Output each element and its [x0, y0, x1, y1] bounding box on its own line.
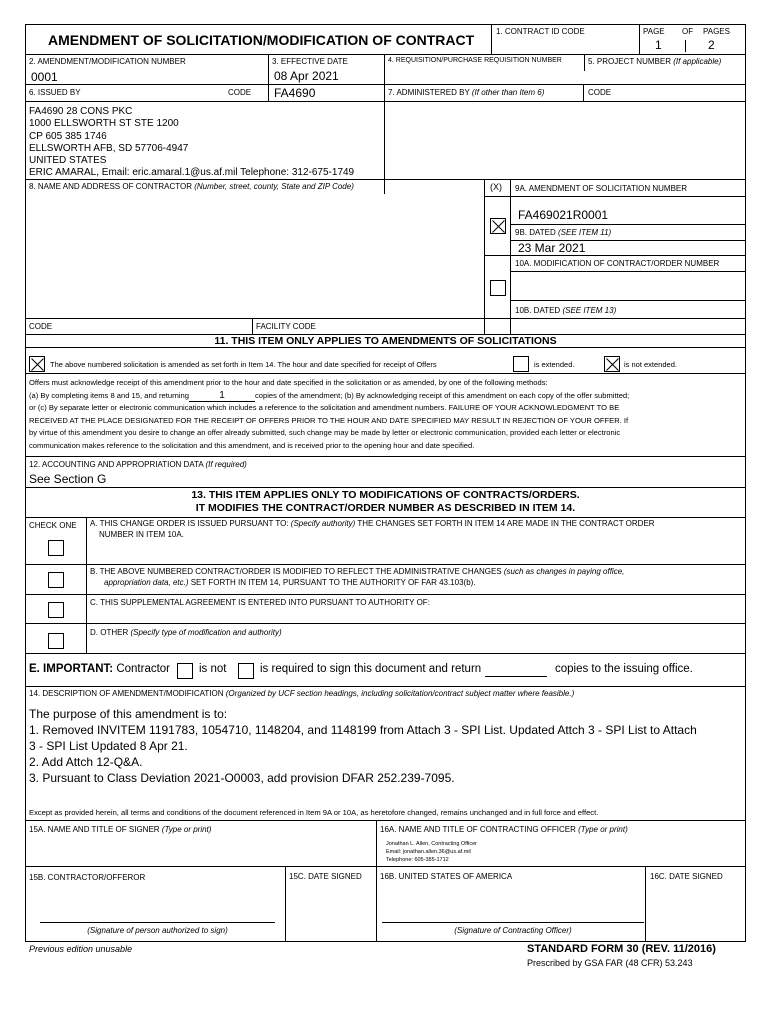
check-one-label: CHECK ONE: [29, 521, 77, 530]
x-column-label: (X): [490, 182, 502, 192]
section-11-line1: The above numbered solicitation is amended as set forth in Item 14. The hour and date specified for receipt of Offers: [50, 360, 437, 369]
of-label: OF: [682, 27, 694, 36]
prescribed-by: Prescribed by GSA FAR (48 CFR) 53.243: [527, 958, 693, 968]
administered-by-label: 7. ADMINISTERED BY (If other than Item 6): [388, 88, 545, 97]
item-13b-checkbox[interactable]: [48, 572, 64, 588]
signature-person-label: (Signature of person authorized to sign): [87, 926, 228, 935]
item-9b-label: 9B. DATED (SEE ITEM 11): [515, 228, 612, 237]
contract-id-label: 1. CONTRACT ID CODE: [496, 27, 585, 36]
item-9a-label: 9A. AMENDMENT OF SOLICITATION NUMBER: [515, 184, 688, 193]
item-12-label: 12. ACCOUNTING AND APPROPRIATION DATA (If required): [29, 460, 247, 469]
issued-by-label: 6. ISSUED BY: [29, 88, 81, 97]
issued-code-label: CODE: [228, 88, 252, 97]
requisition-label: 4. REQUISITION/PURCHASE REQUISITION NUMBER: [388, 57, 562, 64]
item-13a-checkbox[interactable]: [48, 540, 64, 556]
item-12-value: See Section G: [29, 472, 107, 486]
item-9a-value: FA469021R0001: [518, 208, 609, 222]
form-title: AMENDMENT OF SOLICITATION/MODIFICATION OF CONTRACT: [48, 32, 475, 48]
item-14-label: 14. DESCRIPTION OF AMENDMENT/MODIFICATION (Organized by UCF section headings, including solicitation/contract subject matter where feasible.): [29, 689, 575, 698]
issued-code-value: FA4690: [274, 86, 316, 100]
signature-officer-label: (Signature of Contracting Officer): [454, 926, 572, 935]
copies-returned: 1: [189, 391, 255, 402]
item-13c-checkbox[interactable]: [48, 602, 64, 618]
item-10a-checkbox[interactable]: [490, 280, 506, 296]
item-13b-text: B. THE ABOVE NUMBERED CONTRACT/ORDER IS MODIFIED TO REFLECT THE ADMINISTRATIVE CHANGES (such as changes in paying office, appropriation data, etc.) SET FORTH IN ITEM 14, PURSUANT TO THE AUTHORITY OF FAR 43.103(b).: [90, 567, 625, 587]
pages-label: PAGES: [703, 27, 730, 36]
item-10b-label: 10B. DATED (SEE ITEM 13): [515, 306, 617, 315]
item-16b-label: 16B. UNITED STATES OF AMERICA: [380, 872, 513, 881]
code-bottom-label: CODE: [29, 322, 53, 331]
project-number-label: 5. PROJECT NUMBER (If applicable): [588, 57, 722, 66]
acknowledgment-text: Offers must acknowledge receipt of this amendment prior to the hour and date specified in the solicitation or as amended, by one of the following methods: (a) By completing items 8 and 15, and returning 1 copies of the amendment; (b) By acknowledging receipt of this amendment on each copy of the offer submitted; or (c) By separate letter or electronic communication which includes a reference to the solicitation and amendment numbers. FAILURE OF YOUR ACKNOWLEDGMENT TO BE RECEIVED AT THE PLACE DESIGNATED FOR THE RECEIPT OF OFFERS PRIOR TO THE HOUR AND DATE SPECIFIED MAY RESULT IN REJECTION OF YOUR OFFER. If by virtue of this amendment you desire to change an offer already submitted, such change may be made by letter or electronic communication, provided each letter or electronic communication makes reference to the solicitation and this amendment, and is received prior to the opening hour and date specified.: [29, 378, 630, 450]
item-9a-checkbox[interactable]: [490, 218, 506, 234]
is-not-checkbox[interactable]: [177, 663, 193, 679]
item-15a-label: 15A. NAME AND TITLE OF SIGNER (Type or print): [29, 825, 212, 834]
total-pages: 2: [708, 38, 715, 52]
item-16c-label: 16C. DATE SIGNED: [650, 872, 723, 881]
item-16a-label: 16A. NAME AND TITLE OF CONTRACTING OFFICER (Type or print): [380, 825, 628, 834]
facility-code-label: FACILITY CODE: [256, 322, 316, 331]
item-15c-label: 15C. DATE SIGNED: [289, 872, 362, 881]
except-text: Except as provided herein, all terms and conditions of the document referenced in Item 9A or 10A, as heretofore changed, remains unchanged and in full force and effect.: [29, 808, 599, 817]
effective-date-value: 08 Apr 2021: [274, 69, 339, 83]
amendment-number-label: 2. AMENDMENT/MODIFICATION NUMBER: [29, 57, 186, 66]
important-row: E. IMPORTANT: Contractor: [29, 663, 171, 675]
item-13d-text: D. OTHER (Specify type of modification and authority): [90, 628, 282, 637]
is-extended-label: is extended.: [534, 360, 575, 369]
is-extended-checkbox[interactable]: [513, 356, 529, 372]
description-text: The purpose of this amendment is to: 1. Removed INVITEM 1191783, 1054710, 1148204, and 1148199 from Attach 3 - SPI List. Updated Attch 3 - SPI List to Attach 3 - SPI List Updated 8 Apr 21. 2. Add Attch 12-Q&A. 3. Pursuant to Class Deviation 2021-O0003, add provision DFAR 252.239-7095.: [29, 707, 697, 785]
item-13c-text: C. THIS SUPPLEMENTAL AGREEMENT IS ENTERED INTO PURSUANT TO AUTHORITY OF:: [90, 598, 430, 607]
contracting-officer-info: Jonathan L. Allen, Contracting Officer Email: jonathan.allen.36@us.af.mil Telephone: 605-385-1712: [386, 841, 478, 863]
is-required-label: is required to sign this document and return: [260, 663, 482, 675]
contractor-label: 8. NAME AND ADDRESS OF CONTRACTOR (Number, street, county, State and ZIP Code): [29, 182, 354, 191]
not-extended-checkbox[interactable]: [604, 356, 620, 372]
amendment-number-value: 0001: [31, 70, 58, 84]
item-10a-label: 10A. MODIFICATION OF CONTRACT/ORDER NUMBER: [515, 259, 720, 268]
item-9b-value: 23 Mar 2021: [518, 241, 586, 255]
is-not-label: is not: [199, 663, 227, 675]
section-13-title: 13. THIS ITEM APPLIES ONLY TO MODIFICATIONS OF CONTRACTS/ORDERS. IT MODIFIES THE CONTRACT/ORDER NUMBER AS DESCRIBED IN ITEM 14.: [191, 489, 580, 514]
is-required-checkbox[interactable]: [238, 663, 254, 679]
solicitation-amended-checkbox[interactable]: [29, 356, 45, 372]
standard-form-number: STANDARD FORM 30 (REV. 11/2016): [527, 943, 716, 955]
previous-edition-note: Previous edition unusable: [29, 944, 133, 954]
administered-code-label: CODE: [588, 88, 612, 97]
section-11-title: 11. THIS ITEM ONLY APPLIES TO AMENDMENTS OF SOLICITATIONS: [214, 335, 557, 347]
page-label: PAGE: [643, 27, 665, 36]
issuer-address: FA4690 28 CONS PKC 1000 ELLSWORTH ST STE 1200 CP 605 385 1746 ELLSWORTH AFB, SD 57706-4947 UNITED STATES ERIC AMARAL, Email: eric.amaral.1@us.af.mil Telephone: 312-675-1749: [29, 106, 355, 179]
item-15b-label: 15B. CONTRACTOR/OFFEROR: [29, 873, 146, 882]
copies-to-label: copies to the issuing office.: [555, 663, 693, 675]
item-13a-text: A. THIS CHANGE ORDER IS ISSUED PURSUANT TO: (Specify authority) THE CHANGES SET FORTH IN ITEM 14 ARE MADE IN THE CONTRACT ORDER NUMBER IN ITEM 10A.: [90, 519, 655, 539]
not-extended-label: is not extended.: [624, 360, 677, 369]
item-13d-checkbox[interactable]: [48, 633, 64, 649]
page-number: 1: [655, 38, 662, 52]
effective-date-label: 3. EFFECTIVE DATE: [272, 57, 348, 66]
